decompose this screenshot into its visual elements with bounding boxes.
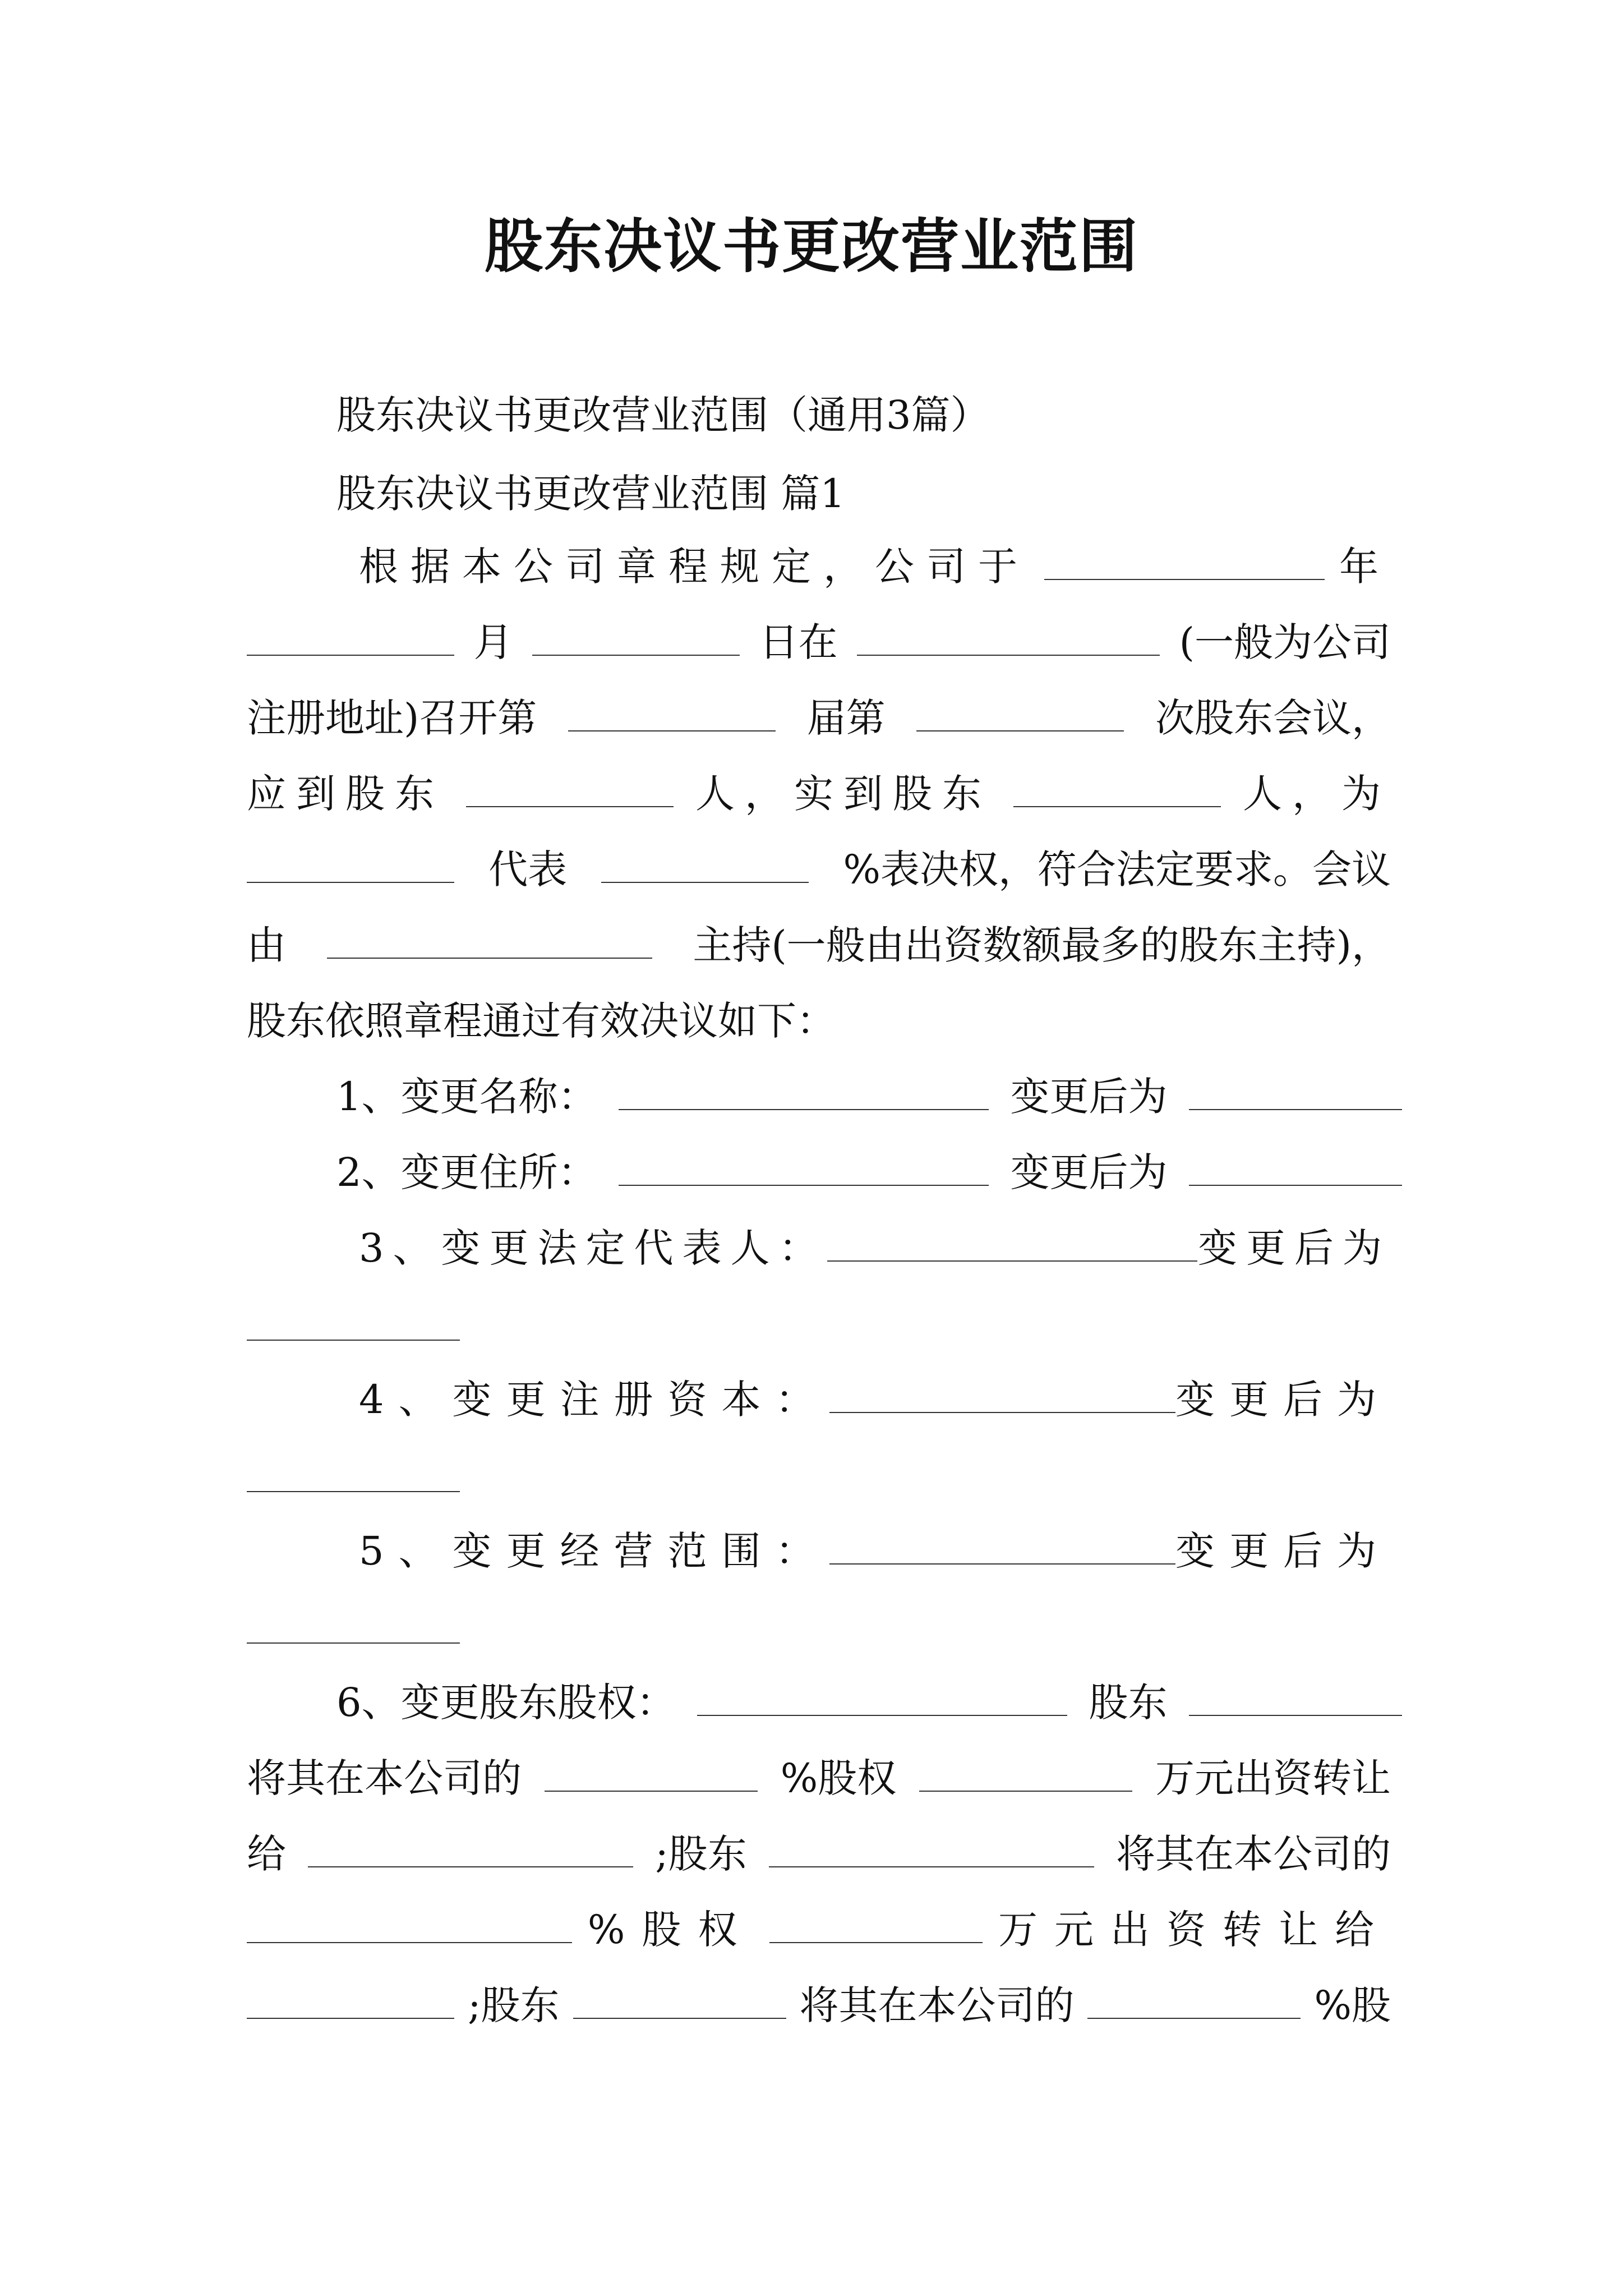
represent-blank[interactable] [247,881,454,883]
percent-blank[interactable] [247,1941,572,1943]
text: 代表 [488,846,568,892]
text: 次股东会议， [1155,695,1391,741]
transferee-blank[interactable] [247,2017,454,2019]
text: 2、变更住所： [336,1149,597,1195]
paragraph-line: 股东依照章程通过有效决议如下： [247,998,836,1044]
text: 根据本公司章程规定，公司于 [359,544,1030,590]
text: 注册地址)召开第 [247,695,537,741]
blank-line [247,1296,1391,1352]
text: 5、变更经营范围： [359,1528,829,1574]
new-capital-blank[interactable] [247,1490,460,1492]
text: 届第 [806,695,886,741]
location-blank[interactable] [857,654,1160,656]
text: 股东 [1089,1680,1168,1726]
text: 人，为 [1243,771,1391,817]
paragraph-line [359,539,1391,595]
paragraph-line [247,917,1391,973]
text: 日在 [759,619,838,665]
item-change-capital [359,1372,1391,1428]
shareholder-blank[interactable] [1189,1714,1402,1716]
equity-blank[interactable] [697,1714,1067,1716]
text: 人，实到股东 [695,771,992,817]
blank-line [247,1447,1391,1503]
year-blank[interactable] [1044,578,1325,580]
text: 由 [247,922,286,968]
text: 给 [247,1831,286,1877]
percent-blank[interactable] [545,1790,758,1792]
old-capital-blank[interactable] [829,1411,1175,1413]
document-title: 股东决议书更改营业范围 [484,211,1138,280]
old-address-blank[interactable] [619,1184,989,1186]
text: 变更后为 [1197,1225,1391,1271]
text: 应到股东 [247,771,444,817]
meeting-number-blank[interactable] [916,730,1124,731]
text: 1、变更名称： [336,1074,597,1120]
text: %表决权，符合法定要求。会议 [843,846,1391,892]
new-legal-rep-blank[interactable] [247,1339,460,1341]
paragraph-line [247,841,1391,898]
new-address-blank[interactable] [1189,1184,1402,1186]
text: 3、变更法定代表人： [359,1225,827,1271]
amount-blank[interactable] [919,1790,1132,1792]
text: 变更后为 [1175,1377,1391,1423]
text: 万元出资转让给 [998,1907,1391,1953]
item-change-name [336,1069,1402,1125]
transferee-blank[interactable] [308,1866,633,1867]
paragraph-line [247,690,1391,746]
text: 将其在本公司的 [1115,1831,1391,1877]
text: (一般为公司 [1179,619,1391,665]
paragraph-line [247,1826,1391,1882]
paragraph-line [247,1750,1391,1806]
text: 6、变更股东股权： [336,1680,676,1726]
percent-blank[interactable] [1087,2017,1301,2019]
text: 主持(一般由出资数额最多的股东主持)， [693,922,1391,968]
day-blank[interactable] [532,654,740,656]
text: ;股东 [655,1831,747,1877]
month-blank[interactable] [247,654,454,656]
old-legal-rep-blank[interactable] [827,1260,1197,1262]
session-blank[interactable] [568,730,776,731]
text: 变更后为 [1010,1074,1168,1120]
present-shareholders-blank[interactable] [1013,806,1221,807]
expected-shareholders-blank[interactable] [466,806,674,807]
new-scope-blank[interactable] [247,1642,460,1644]
text: 变更后为 [1175,1528,1391,1574]
text: 4、变更注册资本： [359,1377,829,1423]
text: %股权 [587,1907,754,1953]
paragraph-line [247,1977,1391,2033]
item-change-address [336,1144,1402,1200]
section-heading: 股东决议书更改营业范围 篇1 [336,471,845,517]
text: 将其在本公司的 [247,1755,522,1801]
old-name-blank[interactable] [619,1108,989,1110]
text: 将其在本公司的 [799,1982,1075,2028]
text: 变更后为 [1010,1149,1168,1195]
host-blank[interactable] [327,957,652,959]
item-change-equity [336,1674,1402,1731]
shareholder-blank[interactable] [769,1866,1094,1867]
old-scope-blank[interactable] [829,1563,1175,1565]
text: ;股东 [467,1982,560,2028]
text: %股 [1314,1982,1391,2028]
paragraph-line [247,1902,1391,1958]
amount-blank[interactable] [769,1941,983,1943]
vote-percent-blank[interactable] [601,881,809,883]
text: 年 [1339,544,1391,590]
new-name-blank[interactable] [1189,1108,1402,1110]
shareholder-blank[interactable] [573,2017,786,2019]
item-change-legal-rep [359,1220,1391,1276]
paragraph-line [247,766,1391,822]
paragraph-line [247,614,1391,670]
subtitle: 股东决议书更改营业范围（通用3篇） [336,392,990,438]
text: 月 [473,619,513,665]
text: %股权 [780,1755,897,1801]
item-change-business-scope [359,1523,1391,1579]
text: 万元出资转让 [1155,1755,1391,1801]
blank-line [247,1599,1391,1655]
